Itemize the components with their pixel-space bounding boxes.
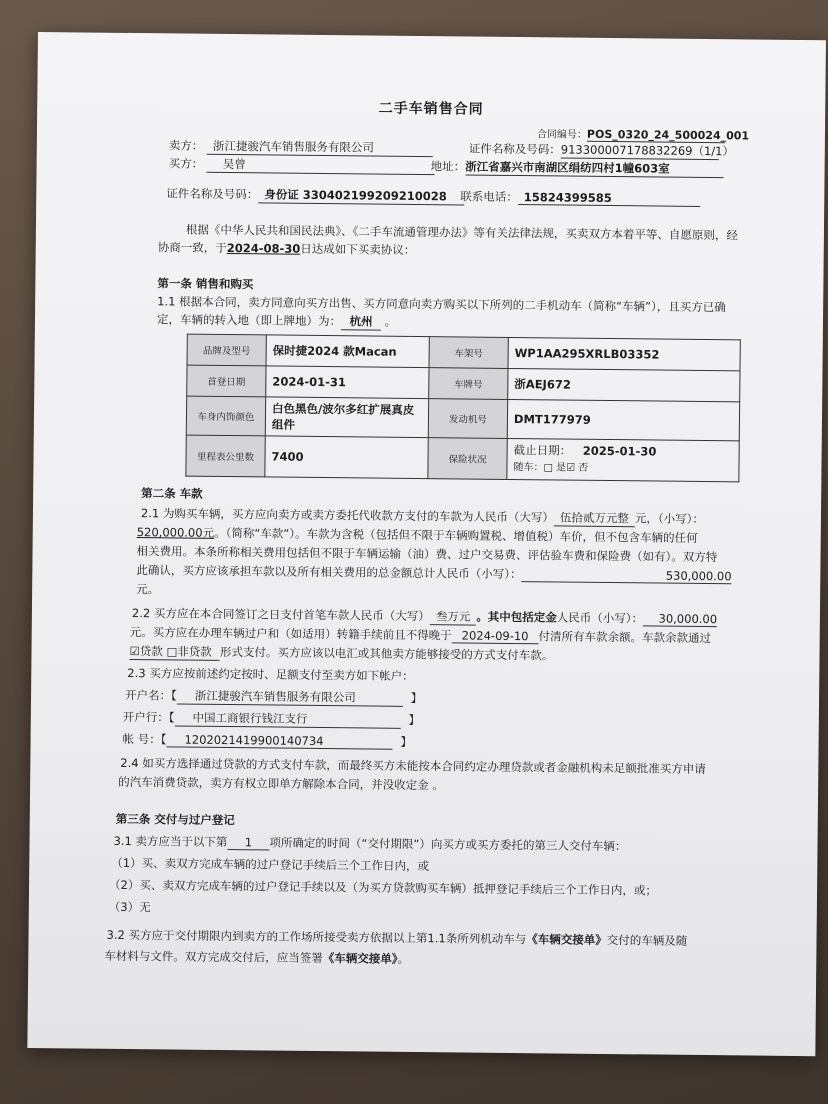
clause-2-2-line-1: 2.2 买方应在本合同签订之日支付首笔车款人民币（大写） 叁万元 。其中包括定金人民币（小写）： 30,000.00 (131, 606, 718, 627)
clause-2-2-line-2: 元。买方应在办理车辆过户和（如适用）转籍手续前且不得晚于 2024-09-10 付清所有车款余额。车款余款通过 (129, 624, 712, 646)
table-row: 首登日期 2024-01-31 车牌号 浙AEJ672 (187, 365, 740, 402)
clause-2-1-line-2: 520,000.00元。（简称“车款”）。车款为含税（包括但不限于车辆购置税、增值税）车价，但不包含车辆的任何 (136, 525, 698, 545)
intro-line-2: 协商一致，于2024-08-30日达成如下买卖协议： (157, 240, 416, 257)
clause-2-4-line-1: 2.4 如买方选择通过贷款的方式支付车款，而最终买方未能按本合同约定办理贷款或者金融机构未足额批准买方申请 (120, 755, 706, 777)
seller-cert-row: 证件名称及号码：913300007178832269（1/1） (468, 141, 735, 159)
clause-3-1-option-1: （1）买、卖双方完成车辆的过户登记手续后三个工作日内，或 (111, 855, 430, 874)
clause-1-1-line-1: 1.1 根据本合同，卖方同意向买方出售、买方同意向卖方购买以下所列的二手机动车（简称“车辆”），且买方已确 (157, 294, 726, 315)
document-title: 二手车销售合同 (378, 100, 484, 118)
vehicle-info-table (185, 334, 740, 483)
buyer-row: 买方： 吴曾 (169, 155, 435, 175)
clause-1-1-line-2: 定，车辆的转入地（即上牌地）为： 杭州 。 (156, 312, 397, 329)
seller-cert: 913300007178832269（1/1） (560, 142, 735, 159)
clause-2-1-line-4: 此确认，买方应该承担车款以及所有相关费用的总金额总计人民币（小写）： 530,000.00 (136, 563, 732, 584)
account-number-row: 帐 号：【 1202021419900140734 】 (122, 731, 413, 749)
buyer-address: 浙江省嘉兴市南湖区绢纺四村1幢603室 (465, 158, 723, 178)
clause-2-1-line-3: 相关费用。本条所称相关费用包括但不限于车辆运输（油）费、过户交易费、评估验车费和保险费（如有）。双方特 (136, 544, 718, 565)
total-amount: 530,000.00 (522, 567, 732, 584)
seller-row: 卖方： 浙江捷骏汽车销售服务有限公司 (169, 137, 433, 157)
buyer-cert: 身份证 330402199209210028 (258, 186, 464, 205)
clause-2-3: 2.3 买方应按前述约定按时、足额支付至卖方如下帐户： (127, 665, 414, 683)
clause-2-4-line-2: 的汽车消费贷款，卖方有权立即单方解除本合同，并没收定金 。 (118, 774, 444, 793)
clause-2-1-line-5: 元。 (136, 582, 160, 597)
address-row: 地址：浙江省嘉兴市南湖区绢纺四村1幢603室 (431, 158, 724, 178)
buyer-phone: 15824399585 (518, 190, 700, 207)
section-3-title: 第三条 交付与过户登记 (115, 811, 235, 828)
section-1-title: 第一条 销售和购买 (157, 276, 254, 292)
clause-2-1-line-1: 2.1 为购买车辆，买方应向卖方或卖方委托代收款方支付的车款为人民币（大写） 伍拾贰万元整 元，（小写）： (140, 506, 704, 526)
account-name-row: 开户名：【 浙江捷骏汽车销售服务有限公司 】 (124, 687, 423, 706)
table-row: 车身内饰颜色 白色黑色/波尔多红扩展真皮组件 发动机号 DMT177979 (186, 396, 739, 441)
contract-number: 合同编号：POS_0320_24_500024_001 (536, 127, 750, 143)
clause-3-1-option-2: （2）买、卖双方完成车辆的过户登记手续以及（为买方贷款购买车辆）抵押登记手续后三个工作日内，或； (109, 877, 657, 898)
phone-row: 联系电话： 15824399585 (460, 188, 700, 207)
seller-name: 浙江捷骏汽车销售服务有限公司 (207, 138, 433, 157)
section-2-title: 第二条 车款 (141, 486, 203, 501)
buyer-name: 吴曾 (207, 156, 435, 175)
clause-3-1-option-3: （3）无 (108, 899, 151, 915)
transfer-city: 杭州 (341, 313, 381, 330)
payment-method: ☑贷款 □非贷款 (129, 643, 220, 661)
buyer-cert-row: 证件名称及号码： 身份证 330402199209210028 (166, 185, 464, 205)
contract-page (27, 32, 826, 1056)
clause-2-2-line-3: ☑贷款 □非贷款 形式支付。买方应该以电汇或其他卖方能够接受的方式支付车款。 (129, 643, 554, 663)
table-row: 品牌及型号 保时捷2024 款Macan 车架号 WP1AA295XRLB03352 (187, 334, 740, 371)
clause-3-2-line-1: 3.2 买方应于交付期限内到卖方的工作场所接受卖方依据以上第1.1条所列机动车与《车辆交接单》交付的车辆及随 (106, 927, 688, 948)
account-bank-row: 开户行：【 中国工商银行钱江支行 】 (122, 709, 421, 728)
table-row: 里程表公里数 7400 保险状况 截止日期： 2025-01-30 随车：□ 是☑ 否 (186, 435, 739, 482)
clause-3-2-line-2: 车材料与文件。双方完成交付后，应当签署《车辆交接单》。 (104, 948, 410, 966)
clause-3-1: 3.1 卖方应当于以下第 1 项所确定的时间（“交付期限”）向买方或买方委托的第三人交付车辆： (113, 833, 627, 854)
intro-line-1: 根据《中华人民共和国民法典》、《二手车流通管理办法》等有关法律法规，买卖双方本着平等、自愿原则，经 (185, 222, 738, 243)
